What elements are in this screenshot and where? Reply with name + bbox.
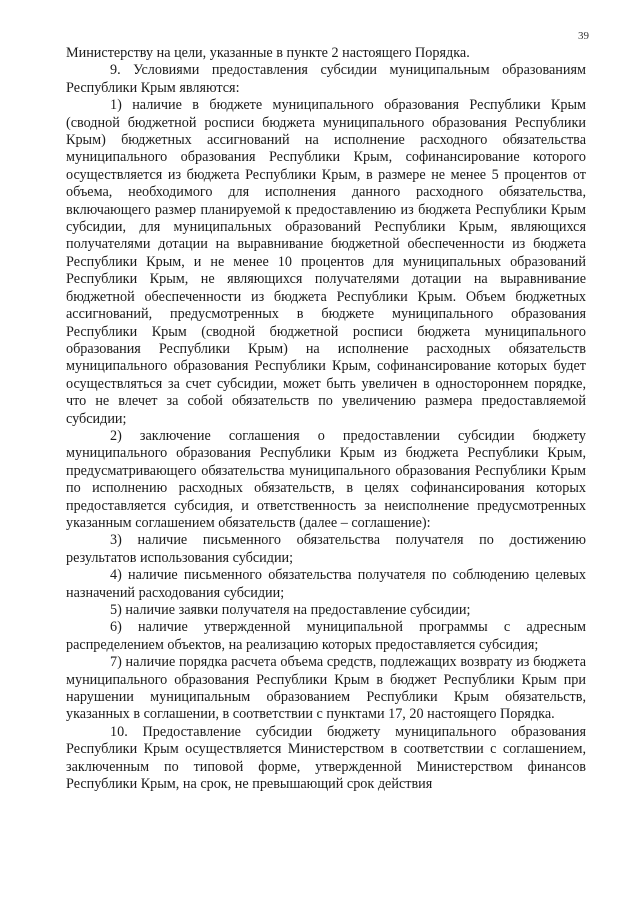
paragraph-condition-2: 2) заключение соглашения о предоставлении субсидии бюджету муниципального образования Республики Крым из бюджета Республики Крым, предусматривающего обязательства муниципального образования Республики Крым по исполнению расходных обязательств, в целях софинансирования которых предоставляется субсидия, и ответственность за неисполнение предусмотренных указанным соглашением обязательств (далее – соглашение): xyxy=(66,427,586,531)
paragraph-condition-4: 4) наличие письменного обязательства получателя по соблюдению целевых назначений расходования субсидии; xyxy=(66,567,586,601)
paragraph-item-9: 9. Условиями предоставления субсидии муниципальным образованиям Республики Крым являются: xyxy=(66,62,586,96)
paragraph-condition-1: 1) наличие в бюджете муниципального образования Республики Крым (сводной бюджетной росписи бюджета муниципального образования Республики Крым) бюджетных ассигнований на исполнение расходного обязательства муниципального образования Республики Крым, софинансирование которого осуществляется из бюджета Республики Крым, в размере не менее 5 процентов от объема, необходимого для исполнения данного расходного обязательства, включающего размер планируемой к предоставлению из бюджета Республики Крым субсидии, для муниципальных образований Республики Крым, являющихся получателями дотации на выравнивание бюджетной обеспеченности из бюджета Республики Крым, и не менее 10 процентов для муниципальных образований Республики Крым, не являющихся получателями дотации на выравнивание бюджетной обеспеченности из бюджета Республики Крым. Объем бюджетных ассигнований, предусмотренных в бюджете муниципального образования Республики Крым (сводной бюджетной росписи бюджета муниципального образования Республики Крым) на исполнение расходных обязательств муниципального образования Республики Крым, софинансирование которых будет осуществляться за счет субсидии, может быть увеличен в одностороннем порядке, что не влечет за собой обязательств по увеличению размера предоставляемой субсидии; xyxy=(66,97,586,427)
paragraph-item-10: 10. Предоставление субсидии бюджету муниципального образования Республики Крым осуществляется Министерством в соответствии с соглашением, заключенным по типовой форме, утвержденной Министерством финансов Республики Крым, на срок, не превышающий срок действия xyxy=(66,723,586,793)
page-number: 39 xyxy=(578,30,589,42)
paragraph-condition-6: 6) наличие утвержденной муниципальной программы с адресным распределением объектов, на реализацию которых предоставляется субсидия; xyxy=(66,619,586,653)
paragraph-condition-5: 5) наличие заявки получателя на предоставление субсидии; xyxy=(110,602,471,618)
paragraph-condition-3: 3) наличие письменного обязательства получателя по достижению результатов использования субсидии; xyxy=(66,532,586,566)
paragraph-continuation: Министерству на цели, указанные в пункте 2 настоящего Порядка. xyxy=(66,45,470,61)
document-body xyxy=(66,45,586,793)
paragraph-condition-7: 7) наличие порядка расчета объема средств, подлежащих возврату из бюджета муниципального образования Республики Крым в бюджет Республики Крым при нарушении муниципальным образованием Республики Крым обязательств, указанных в соглашении, в соответствии с пунктами 17, 20 настоящего Порядка. xyxy=(66,654,586,723)
